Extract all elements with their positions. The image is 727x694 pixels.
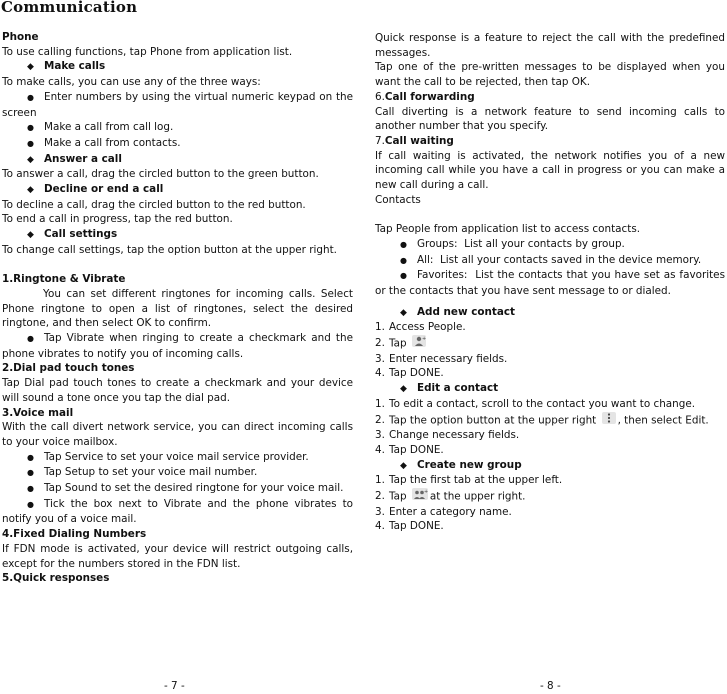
decline-call-text: To decline a call, drag the circled button to the red button. [2,198,306,211]
answer-call-text: To answer a call, drag the circled button to the green button. [2,168,319,181]
make-calls-way-3: ● Make a call from contacts. [2,136,353,152]
edit-contact-step-2: 2. Tap the option button at the upper right , then select Edit. [375,412,725,429]
diamond-bullet-icon: ◆ [400,460,407,471]
page-number-left: - 7 - [164,680,185,692]
call-settings-heading: ◆ Call settings [2,227,353,243]
page-number-right: - 8 - [540,680,561,692]
diamond-bullet-icon: ◆ [400,307,407,318]
contacts-groups: ● Groups: List all your contacts by group. [375,237,725,253]
edit-contact-step-4: 4. Tap DONE. [375,443,444,456]
quick-response-p2-line1: Tap one of the pre-written messages to be displayed when you [375,61,725,74]
diamond-bullet-icon: ◆ [27,154,34,165]
call-forwarding-text-2: another number that you specify. [375,120,549,133]
call-forwarding-heading: 6.Call forwarding [375,90,475,103]
end-call-text: To end a call in progress, tap the red button. [2,213,233,226]
add-contact-heading: ◆ Add new contact [375,305,725,321]
fdn-text-1: If FDN mode is activated, your device will restrict outgoing calls, [2,542,353,555]
fdn-heading: 4.Fixed Dialing Numbers [2,528,147,541]
make-calls-way-1-cont: screen [2,106,37,119]
dial-pad-heading: 2.Dial pad touch tones [2,362,135,375]
call-waiting-text-2: incoming call while you have a call in progress or you can make a [375,164,725,177]
decline-call-heading: ◆ Decline or end a call [2,182,353,198]
voice-mail-heading: 3.Voice mail [2,406,74,419]
ringtone-p1-line3: ringtone, and then select OK to confirm. [2,317,212,330]
diamond-bullet-icon: ◆ [400,384,407,395]
edit-contact-step-1: 1. To edit a contact, scroll to the contact you want to change. [375,397,696,410]
voice-mail-item-1: ● Tap Service to set your voice mail service provider. [2,450,353,466]
create-group-step-3: 3. Enter a category name. [375,505,512,518]
contacts-favorites: ● Favorites: List the contacts that you have set as favorites [375,268,725,284]
contacts-heading: Contacts [375,193,421,206]
diamond-bullet-icon: ◆ [27,185,34,196]
call-waiting-heading: 7.Call waiting [375,134,454,147]
answer-call-heading: ◆ Answer a call [2,152,353,168]
add-contact-step-1: 1. Access People. [375,321,466,334]
round-bullet-icon: ● [27,334,34,344]
add-contact-step-4: 4. Tap DONE. [375,367,444,380]
call-waiting-text-3: new call during a call. [375,179,489,192]
quick-responses-heading: 5.Quick responses [2,572,110,585]
add-contact-step-2: 2. Tap + [375,335,725,352]
page-title: Communication [1,0,138,16]
make-calls-heading: ◆ Make calls [2,59,353,75]
quick-response-p1-line2: messages. [375,46,431,59]
quick-response-p1-line1: Quick response is a feature to reject the call with the predefined [375,32,725,44]
contacts-all: ● All: List all your contacts saved in the device memory. [375,253,725,269]
create-group-step-2: 2. Tap + at the upper right. [375,488,725,505]
overflow-menu-icon [602,412,616,429]
round-bullet-icon: ● [27,123,34,133]
voice-mail-text-1: With the call divert network service, you can direct incoming calls [2,421,353,434]
make-calls-way-2: ● Make a call from call log. [2,120,353,136]
contacts-intro: Tap People from application list to access contacts. [375,223,641,236]
make-calls-intro: To make calls, you can use any of the three ways: [2,76,261,89]
edit-contact-step-3: 3. Change necessary fields. [375,429,520,442]
vibrate-p2-line2: phone vibrates to notify you of incoming calls. [2,347,244,360]
phone-intro: To use calling functions, tap Phone from application list. [2,45,293,58]
diamond-bullet-icon: ◆ [27,62,34,73]
round-bullet-icon: ● [27,499,34,509]
round-bullet-icon: ● [27,452,34,462]
round-bullet-icon: ● [400,239,407,249]
create-group-step-1: 1. Tap the first tab at the upper left. [375,474,563,487]
round-bullet-icon: ● [27,138,34,148]
create-group-heading: ◆ Create new group [375,458,725,474]
quick-response-p2-line2: want the call to be rejected, then tap OK. [375,76,591,89]
add-person-icon [412,335,426,352]
round-bullet-icon: ● [400,271,407,281]
svg-text:+: + [423,489,428,496]
dial-pad-text-2: will sound a tone once you tap the dial pad. [2,391,231,404]
create-group-step-4: 4. Tap DONE. [375,520,444,533]
ringtone-p1-line2: Phone ringtone to open a list of ringtones, select the desired [2,302,353,315]
ringtone-heading: 1.Ringtone & Vibrate [2,273,126,286]
call-forwarding-text-1: Call diverting is a network feature to send incoming calls to [375,105,725,118]
round-bullet-icon: ● [27,484,34,494]
fdn-text-2: except for the numbers stored in the FDN list. [2,557,241,570]
voice-mail-item-3: ● Tap Sound to set the desired ringtone for your voice mail. [2,481,353,497]
edit-contact-heading: ◆ Edit a contact [375,381,725,397]
left-page [2,0,353,586]
round-bullet-icon: ● [27,92,34,102]
right-page [375,31,725,534]
voice-mail-item-4: ● Tick the box next to Vibrate and the phone vibrates to [2,497,353,513]
add-contact-step-3: 3. Enter necessary fields. [375,352,508,365]
round-bullet-icon: ● [400,255,407,265]
call-settings-text: To change call settings, tap the option button at the upper right. [2,243,337,256]
round-bullet-icon: ● [27,468,34,478]
svg-text:+: + [421,336,426,343]
vibrate-p2-line1: ● Tap Vibrate when ringing to create a checkmark and the [2,331,353,347]
make-calls-way-1: ● Enter numbers by using the virtual numeric keypad on the [2,90,353,106]
ringtone-p1-line1: You can set different ringtones for incoming calls. Select [43,287,353,300]
add-group-icon [412,488,428,505]
voice-mail-text-2: to your voice mailbox. [2,435,118,448]
voice-mail-item-4-cont: notify you of a voice mail. [2,513,137,526]
diamond-bullet-icon: ◆ [27,230,34,241]
contacts-favorites-cont: or the contacts that you have sent message to or dialed. [375,284,671,297]
phone-heading: Phone [2,31,39,43]
dial-pad-text-1: Tap Dial pad touch tones to create a checkmark and your device [2,377,353,390]
voice-mail-item-2: ● Tap Setup to set your voice mail number. [2,465,353,481]
call-waiting-text-1: If call waiting is activated, the network notifies you of a new [375,149,725,162]
